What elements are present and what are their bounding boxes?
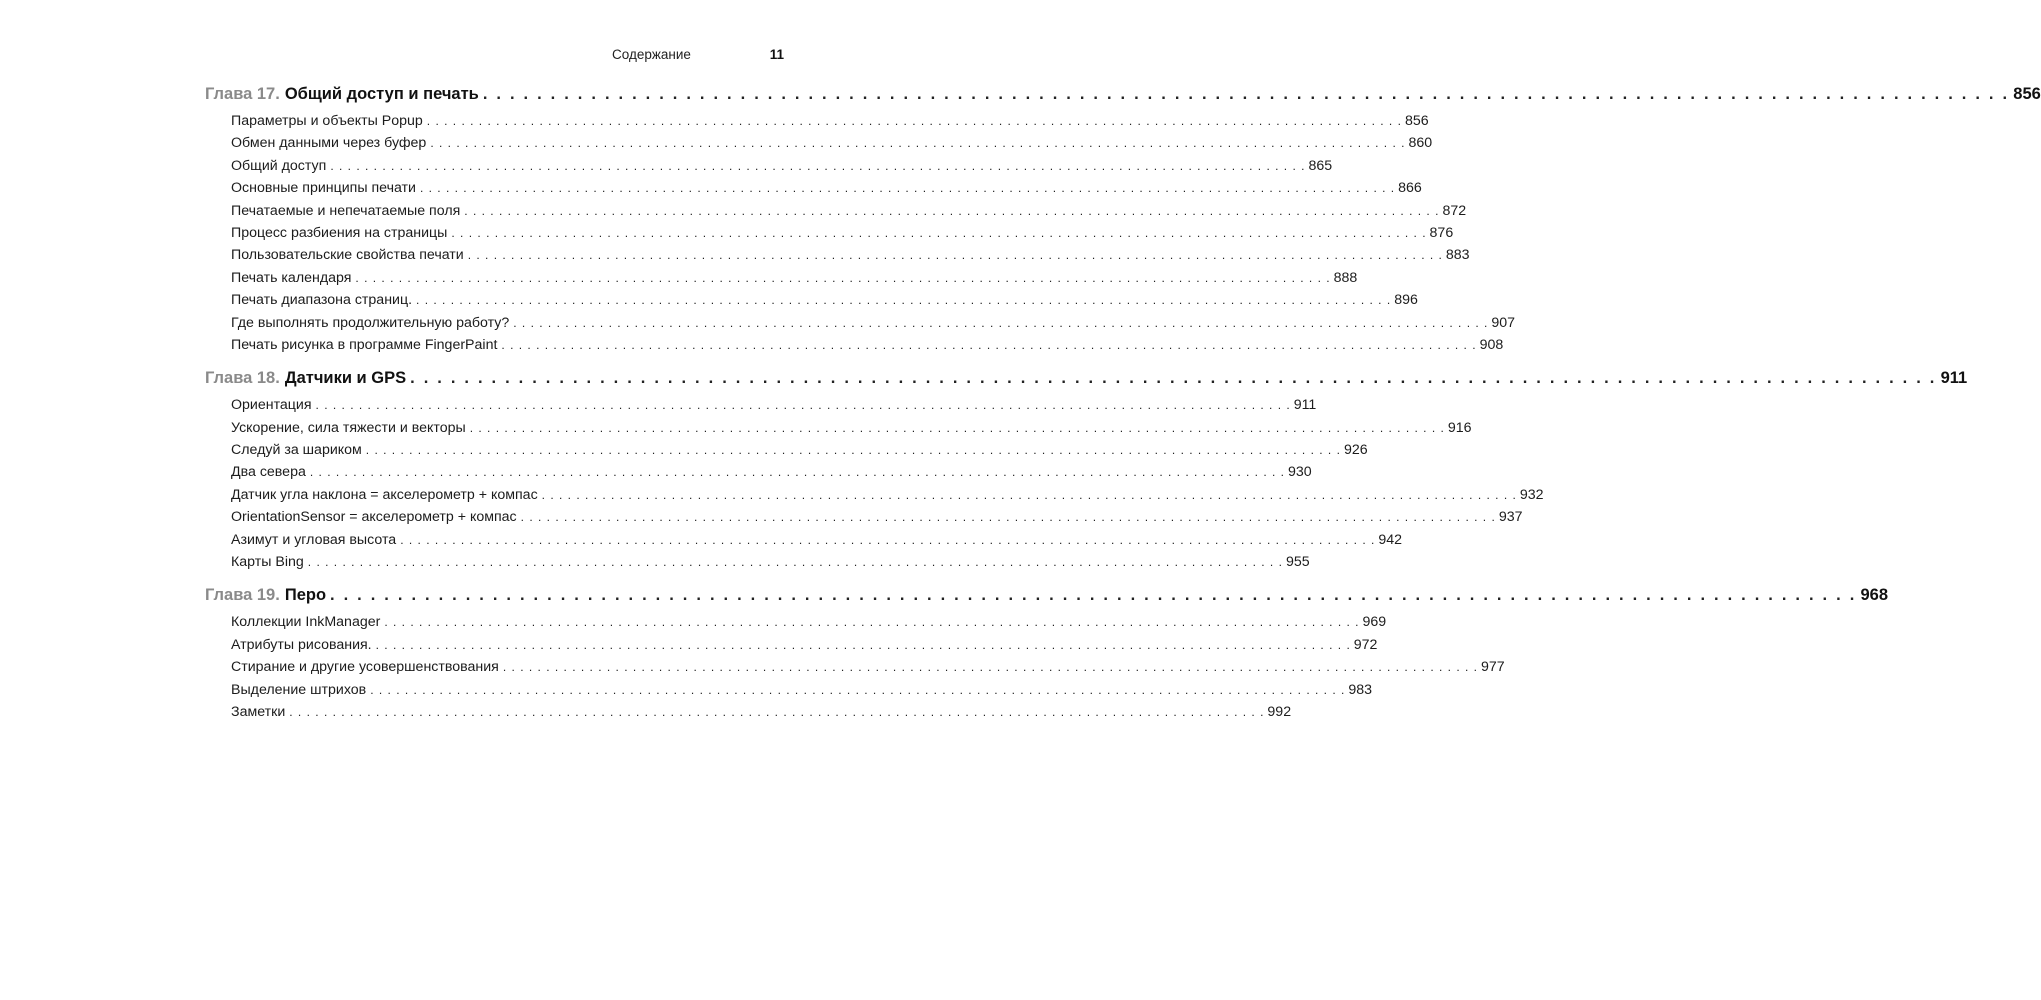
toc-entry[interactable]: [205, 634, 1378, 656]
entry-title: Печатаемые и непечатаемые поля: [231, 202, 461, 219]
entry-page: 977: [1481, 659, 1505, 676]
entry-title: Основные принципы печати: [231, 180, 416, 197]
chapter-title: Перо: [284, 586, 327, 605]
entry-title: Пользовательские свойства печати: [231, 247, 464, 264]
chapter-number: Глава 18.: [205, 369, 280, 388]
dot-leader: . . . . . . . . . . . . . . . . . . . . . . . . . . . . . . . . . . . . . . . . . . . . . . . . . . . . . . . . . . . . . . . . . . . . . . . . . . . . . . . . . . . . . . . . . . . . . . . . . . . . . . . . . . . . . . . . .: [330, 586, 1857, 605]
toc-entry[interactable]: [205, 289, 1418, 311]
dot-leader: . . . . . . . . . . . . . . . . . . . . . . . . . . . . . . . . . . . . . . . . . . . . . . . . . . . . . . . . . . . . . . . . . . . . . . . . . . . . . . . . . . . . . . . . . . . . . . . . . . . . . . . . . . . . . . . . .: [384, 615, 1360, 630]
entry-page: 896: [1394, 292, 1418, 309]
entry-title: Ускорение, сила тяжести и векторы: [231, 419, 466, 436]
entry-page: 930: [1288, 464, 1312, 481]
dot-leader: . . . . . . . . . . . . . . . . . . . . . . . . . . . . . . . . . . . . . . . . . . . . . . . . . . . . . . . . . . . . . . . . . . . . . . . . . . . . . . . . . . . . . . . . . . . . . . . . . . . . . . . . . . . . . . . . .: [416, 293, 1392, 308]
dot-leader: . . . . . . . . . . . . . . . . . . . . . . . . . . . . . . . . . . . . . . . . . . . . . . . . . . . . . . . . . . . . . . . . . . . . . . . . . . . . . . . . . . . . . . . . . . . . . . . . . . . . . . . . . . . . . . . . .: [315, 398, 1291, 413]
running-head: [600, 45, 786, 65]
dot-leader: . . . . . . . . . . . . . . . . . . . . . . . . . . . . . . . . . . . . . . . . . . . . . . . . . . . . . . . . . . . . . . . . . . . . . . . . . . . . . . . . . . . . . . . . . . . . . . . . . . . . . . . . . . . . . . . . .: [419, 181, 1396, 196]
entry-title: Печать диапазона страниц.: [231, 292, 413, 309]
chapter-17: [205, 82, 2041, 356]
chapter-title: Датчики и GPS: [284, 369, 407, 388]
toc-entry[interactable]: [205, 506, 1523, 528]
chapter-page: 968: [1860, 586, 1889, 605]
entry-title: Заметки: [231, 703, 286, 720]
chapter-page: 911: [1940, 369, 1968, 388]
toc-entry[interactable]: [205, 110, 1429, 132]
entry-title: Печать рисунка в программе FingerPaint: [231, 336, 498, 353]
chapter-18: [205, 366, 1968, 573]
entry-title: Печать календаря: [231, 269, 352, 286]
toc-entry[interactable]: [205, 394, 1317, 416]
entry-page: 992: [1267, 703, 1292, 720]
toc-entry[interactable]: [205, 200, 1467, 222]
dot-leader: . . . . . . . . . . . . . . . . . . . . . . . . . . . . . . . . . . . . . . . . . . . . . . . . . . . . . . . . . . . . . . . . . . . . . . . . . . . . . . . . . . . . . . . . . . . . . . . . . . . . . . . . . . . . . . . . .: [502, 660, 1479, 675]
chapter-title: Общий доступ и печать: [284, 85, 479, 103]
toc-entry[interactable]: [205, 244, 1470, 266]
toc-entry[interactable]: [205, 334, 1504, 356]
entry-page: 983: [1348, 681, 1373, 698]
chapter-heading[interactable]: [205, 366, 1968, 390]
chapter-heading[interactable]: [205, 82, 2041, 106]
toc-entry[interactable]: [205, 461, 1312, 483]
table-of-contents: [205, 82, 2041, 723]
entry-page: 907: [1491, 314, 1516, 331]
entry-title: Карты Bing: [231, 554, 304, 571]
dot-leader: . . . . . . . . . . . . . . . . . . . . . . . . . . . . . . . . . . . . . . . . . . . . . . . . . . . . . . . . . . . . . . . . . . . . . . . . . . . . . . . . . . . . . . . . . . . . . . . . . . . . . . . . . . . . . . . . .: [365, 443, 1341, 458]
entry-page: 972: [1353, 636, 1378, 653]
entry-title: Атрибуты рисования.: [231, 636, 372, 653]
dot-leader: . . . . . . . . . . . . . . . . . . . . . . . . . . . . . . . . . . . . . . . . . . . . . . . . . . . . . . . . . . . . . . . . . . . . . . . . . . . . . . . . . . . . . . . . . . . . . . . . . . . . . . . . . . . . . . . . .: [541, 487, 1517, 502]
entry-page: 911: [1293, 397, 1317, 414]
entry-title: Где выполнять продолжительную работу?: [231, 314, 510, 331]
dot-leader: . . . . . . . . . . . . . . . . . . . . . . . . . . . . . . . . . . . . . . . . . . . . . . . . . . . . . . . . . . . . . . . . . . . . . . . . . . . . . . . . . . . . . . . . . . . . . . . . . . . . . . . . . . . . . . . . .: [467, 248, 1443, 263]
entry-page: 926: [1343, 442, 1368, 459]
chapter-19: [205, 583, 1889, 723]
toc-entry[interactable]: [205, 222, 1454, 244]
dot-leader: . . . . . . . . . . . . . . . . . . . . . . . . . . . . . . . . . . . . . . . . . . . . . . . . . . . . . . . . . . . . . . . . . . . . . . . . . . . . . . . . . . . . . . . . . . . . . . . . . . . . . . . . . . . . . . . . .: [400, 532, 1376, 547]
dot-leader: . . . . . . . . . . . . . . . . . . . . . . . . . . . . . . . . . . . . . . . . . . . . . . . . . . . . . . . . . . . . . . . . . . . . . . . . . . . . . . . . . . . . . . . . . . . . . . . . . . . . . . . . . . . . . . . . .: [289, 704, 1265, 719]
chapter-number: Глава 17.: [205, 85, 280, 103]
toc-entry[interactable]: [205, 551, 1310, 573]
entry-page: 916: [1447, 419, 1472, 436]
dot-leader: . . . . . . . . . . . . . . . . . . . . . . . . . . . . . . . . . . . . . . . . . . . . . . . . . . . . . . . . . . . . . . . . . . . . . . . . . . . . . . . . . . . . . . . . . . . . . . . . . . . . . . . . . . . . . . . . .: [410, 369, 1937, 388]
dot-leader: . . . . . . . . . . . . . . . . . . . . . . . . . . . . . . . . . . . . . . . . . . . . . . . . . . . . . . . . . . . . . . . . . . . . . . . . . . . . . . . . . . . . . . . . . . . . . . . . . . . . . . . . . . . . . . . . .: [520, 510, 1496, 525]
toc-entry[interactable]: [205, 484, 1544, 506]
dot-leader: . . . . . . . . . . . . . . . . . . . . . . . . . . . . . . . . . . . . . . . . . . . . . . . . . . . . . . . . . . . . . . . . . . . . . . . . . . . . . . . . . . . . . . . . . . . . . . . . . . . . . . . . . . . . . . . . .: [355, 270, 1331, 285]
dot-leader: . . . . . . . . . . . . . . . . . . . . . . . . . . . . . . . . . . . . . . . . . . . . . . . . . . . . . . . . . . . . . . . . . . . . . . . . . . . . . . . . . . . . . . . . . . . . . . . . . . . . . . . . . . . . . . . . .: [451, 225, 1427, 240]
dot-leader: . . . . . . . . . . . . . . . . . . . . . . . . . . . . . . . . . . . . . . . . . . . . . . . . . . . . . . . . . . . . . . . . . . . . . . . . . . . . . . . . . . . . . . . . . . . . . . . . . . . . . . . . . . . . . . . . .: [482, 85, 2010, 103]
dot-leader: . . . . . . . . . . . . . . . . . . . . . . . . . . . . . . . . . . . . . . . . . . . . . . . . . . . . . . . . . . . . . . . . . . . . . . . . . . . . . . . . . . . . . . . . . . . . . . . . . . . . . . . . . . . . . . . . .: [501, 337, 1477, 352]
chapter-heading[interactable]: [205, 583, 1889, 607]
toc-entry[interactable]: [205, 417, 1472, 439]
toc-entry[interactable]: [205, 177, 1422, 199]
entry-page: 932: [1519, 486, 1544, 503]
toc-entry[interactable]: [205, 155, 1333, 177]
entry-title: OrientationSensor = акселерометр + компас: [231, 509, 517, 526]
entry-page: 969: [1362, 614, 1387, 631]
entry-page: 865: [1308, 157, 1333, 174]
toc-entry[interactable]: [205, 132, 1433, 154]
entry-page: 955: [1285, 554, 1310, 571]
toc-entry[interactable]: [205, 529, 1403, 551]
entry-title: Параметры и объекты Popup: [231, 113, 423, 129]
dot-leader: . . . . . . . . . . . . . . . . . . . . . . . . . . . . . . . . . . . . . . . . . . . . . . . . . . . . . . . . . . . . . . . . . . . . . . . . . . . . . . . . . . . . . . . . . . . . . . . . . . . . . . . . . . . . . . . . .: [469, 420, 1445, 435]
toc-entry[interactable]: [205, 267, 1358, 289]
entry-title: Датчик угла наклона = акселерометр + компас: [231, 486, 538, 503]
entry-title: Выделение штрихов: [231, 681, 367, 698]
entry-title: Процесс разбиения на страницы: [231, 224, 448, 241]
chapter-page: 856: [2013, 85, 2041, 103]
entry-page: 937: [1498, 509, 1523, 526]
dot-leader: . . . . . . . . . . . . . . . . . . . . . . . . . . . . . . . . . . . . . . . . . . . . . . . . . . . . . . . . . . . . . . . . . . . . . . . . . . . . . . . . . . . . . . . . . . . . . . . . . . . . . . . . . . . . . . . . .: [330, 158, 1306, 173]
entry-title: Обмен данными через буфер: [231, 135, 427, 152]
entry-page: 942: [1378, 531, 1403, 548]
toc-entry[interactable]: [205, 679, 1373, 701]
entry-title: Коллекции InkManager: [231, 614, 381, 631]
running-head-title: Содержание: [612, 47, 691, 62]
entry-title: Общий доступ: [231, 157, 327, 174]
entry-title: Ориентация: [231, 397, 312, 414]
toc-entry[interactable]: [205, 439, 1368, 461]
entry-page: 883: [1445, 247, 1470, 264]
chapter-number: Глава 19.: [205, 586, 280, 605]
toc-entry[interactable]: [205, 656, 1505, 678]
entry-page: 888: [1333, 269, 1358, 286]
entry-page: 876: [1429, 224, 1454, 241]
entry-title: Следуй за шариком: [231, 442, 362, 459]
entry-page: 856: [1404, 113, 1429, 129]
entry-title: Азимут и угловая высота: [231, 531, 397, 548]
toc-entry[interactable]: [205, 611, 1387, 633]
page-number: 11: [769, 47, 784, 62]
toc-entry[interactable]: [205, 701, 1292, 723]
dot-leader: . . . . . . . . . . . . . . . . . . . . . . . . . . . . . . . . . . . . . . . . . . . . . . . . . . . . . . . . . . . . . . . . . . . . . . . . . . . . . . . . . . . . . . . . . . . . . . . . . . . . . . . . . . . . . . . . .: [370, 682, 1346, 697]
entry-page: 908: [1479, 336, 1504, 353]
dot-leader: . . . . . . . . . . . . . . . . . . . . . . . . . . . . . . . . . . . . . . . . . . . . . . . . . . . . . . . . . . . . . . . . . . . . . . . . . . . . . . . . . . . . . . . . . . . . . . . . . . . . . . . . . . . . . . . . .: [464, 203, 1440, 218]
dot-leader: . . . . . . . . . . . . . . . . . . . . . . . . . . . . . . . . . . . . . . . . . . . . . . . . . . . . . . . . . . . . . . . . . . . . . . . . . . . . . . . . . . . . . . . . . . . . . . . . . . . . . . . . . . . . . . . . .: [513, 315, 1489, 330]
toc-entry[interactable]: [205, 312, 1516, 334]
entry-title: Стирание и другие усовершенствования: [231, 659, 499, 676]
entry-page: 866: [1398, 180, 1422, 197]
entry-page: 872: [1442, 202, 1467, 219]
dot-leader: . . . . . . . . . . . . . . . . . . . . . . . . . . . . . . . . . . . . . . . . . . . . . . . . . . . . . . . . . . . . . . . . . . . . . . . . . . . . . . . . . . . . . . . . . . . . . . . . . . . . . . . . . . . . . . . . .: [426, 114, 1402, 128]
dot-leader: . . . . . . . . . . . . . . . . . . . . . . . . . . . . . . . . . . . . . . . . . . . . . . . . . . . . . . . . . . . . . . . . . . . . . . . . . . . . . . . . . . . . . . . . . . . . . . . . . . . . . . . . . . . . . . . . .: [375, 637, 1351, 652]
entry-title: Два севера: [231, 464, 306, 481]
dot-leader: . . . . . . . . . . . . . . . . . . . . . . . . . . . . . . . . . . . . . . . . . . . . . . . . . . . . . . . . . . . . . . . . . . . . . . . . . . . . . . . . . . . . . . . . . . . . . . . . . . . . . . . . . . . . . . . . .: [307, 555, 1283, 570]
dot-leader: . . . . . . . . . . . . . . . . . . . . . . . . . . . . . . . . . . . . . . . . . . . . . . . . . . . . . . . . . . . . . . . . . . . . . . . . . . . . . . . . . . . . . . . . . . . . . . . . . . . . . . . . . . . . . . . . .: [309, 465, 1286, 480]
dot-leader: . . . . . . . . . . . . . . . . . . . . . . . . . . . . . . . . . . . . . . . . . . . . . . . . . . . . . . . . . . . . . . . . . . . . . . . . . . . . . . . . . . . . . . . . . . . . . . . . . . . . . . . . . . . . . . . . .: [430, 136, 1406, 151]
entry-page: 860: [1408, 135, 1433, 152]
